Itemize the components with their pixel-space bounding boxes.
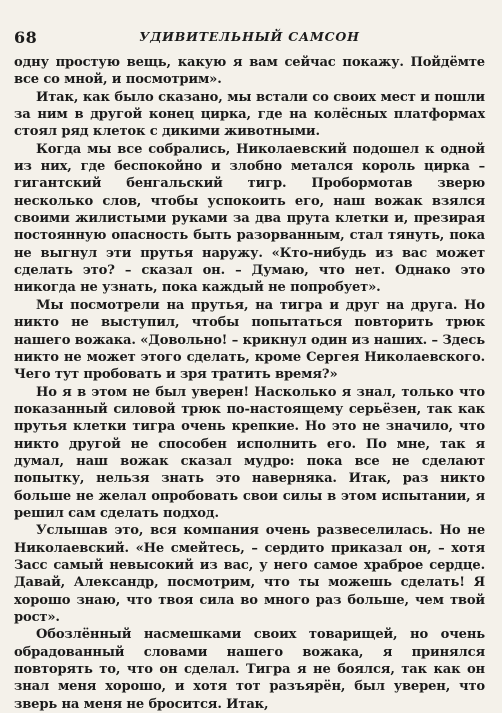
running-title: УДИВИТЕЛЬНЫЙ САМСОН [139, 29, 360, 44]
paragraph-6: Услышав это, вся компания очень развеселилась. Но не Николаевский. «Не смейтесь, – сердито приказал он, – хотя Засс самый невысокий из вас, у него самое храброе сердце. Давай, Александр, посмотрим, что ты можешь сделать! Я хорошо знаю, что твоя сила во много раз больше, чем твой рост». [14, 523, 485, 625]
paragraph-1: одну простую вещь, какую я вам сейчас покажу. Пойдёмте все со мной, и посмотрим». [14, 55, 485, 88]
page-number: 68 [14, 28, 38, 47]
body-text [14, 54, 485, 713]
page-header [14, 28, 485, 48]
paragraph-5: Но я в этом не был уверен! Насколько я знал, только что показанный силовой трюк по-настоящему серьёзен, так как прутья клетки тигра очень крепкие. Но это не значило, что никто другой не способен исполнить его. По мне, так я думал, наш вожак сказал мудро: пока все не сделают попытку, нельзя знать это наверняка. Итак, раз никто больше не желал опробовать свои силы в этом испытании, я решил сам сделать подход. [14, 384, 485, 521]
paragraph-3: Когда мы все собрались, Николаевский подошел к одной из них, где беспокойно и злобно метался король цирка – гигантский бенгальский тигр. Пробормотав зверю несколько слов, чтобы успокоить его, наш вожак взялся своими жилистыми руками за два прута клетки и, презирая постоянную опасность быть разорванным, стал тянуть, пока не выгнул эти прутья наружу. «Кто-нибудь из вас может сделать это? – сказал он. – Думаю, что нет. Однако это никогда не узнать, пока каждый не попробует». [14, 141, 485, 296]
paragraph-7: Обозлённый насмешками своих товарищей, но очень обрадованный словами нашего вожака, я принялся повторять то, что он сделал. Тигра я не боялся, так как он знал меня хорошо, и хотя тот разъярён, был уверен, что зверь на меня не бросится. Итак, [14, 627, 485, 712]
paragraph-4: Мы посмотрели на прутья, на тигра и друг на друга. Но никто не выступил, чтобы попытаться повторить трюк нашего вожака. «Довольно! – крикнул один из наших. – Здесь никто не может этого сделать, кроме Сергея Николаевского. Чего тут пробовать и зря тратить время?» [14, 297, 485, 383]
paragraph-2: Итак, как было сказано, мы встали со своих мест и пошли за ним в другой конец цирка, где на колёсных платформах стоял ряд клеток с дикими животными. [14, 89, 485, 140]
